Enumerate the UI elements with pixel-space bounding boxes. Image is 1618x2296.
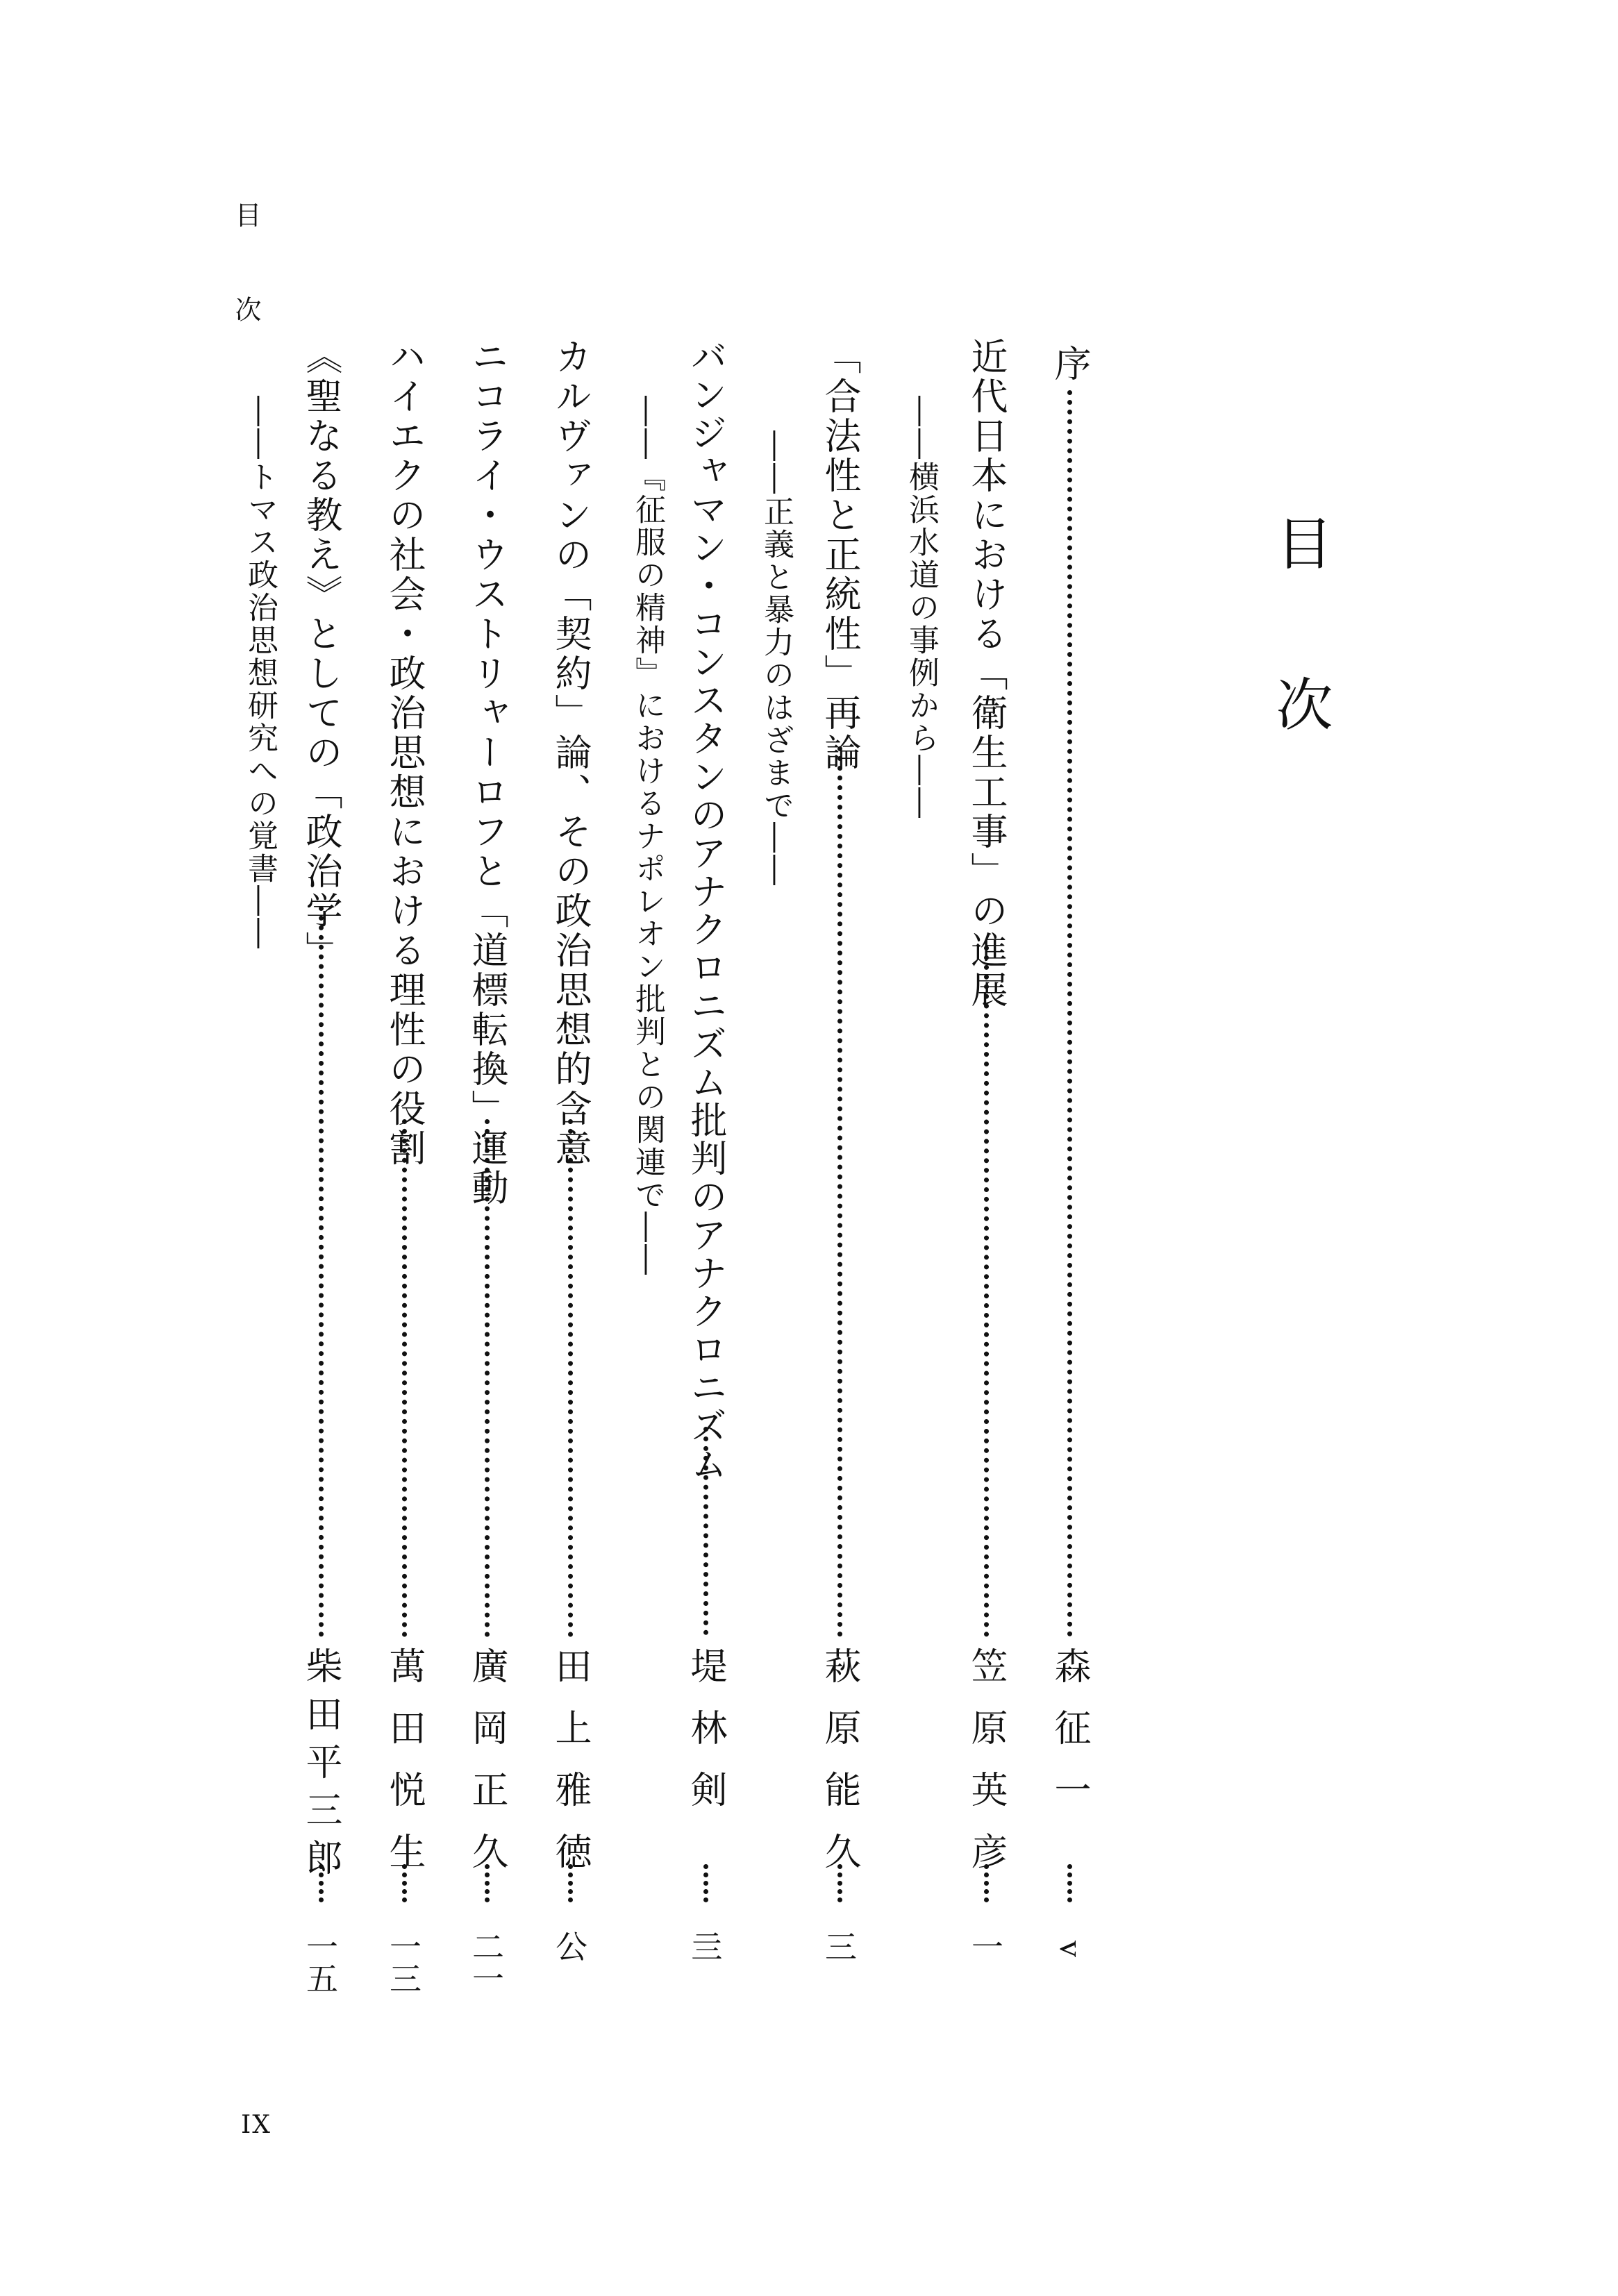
page-title: 目次 (1267, 514, 1333, 836)
entry-page[interactable]: 二一 (467, 1930, 505, 1994)
entry-author: 萬田悦生 (383, 1647, 426, 1894)
dot-leader (837, 1864, 842, 1902)
page-folio: IX (241, 2111, 272, 2139)
dot-leader (402, 1119, 407, 1637)
entry-page[interactable]: 亖 (686, 1930, 724, 1962)
entry-page[interactable]: v (1053, 1941, 1090, 1957)
entry-title[interactable]: 「合法性と正統性」再論 (819, 337, 861, 773)
entry-author: 柴田平三郎 (300, 1647, 342, 1886)
dot-leader (568, 1864, 573, 1902)
entry-page[interactable]: 公 (551, 1930, 588, 1962)
dot-leader (703, 1864, 708, 1902)
entry-title[interactable]: カルヴァンの「契約」論、その政治思想的含意 (549, 337, 592, 1168)
dot-leader (319, 1864, 324, 1902)
entry-author: 萩原能久 (819, 1647, 861, 1894)
entry-subtitle: ――『征服の精神』におけるナポレオン批判との関連で―― (630, 396, 665, 1277)
entry-subtitle: ――横浜水道の事例から―― (903, 396, 939, 820)
entry-subtitle: ――トマス政治思想研究への覚書―― (242, 396, 278, 950)
entry-author: 田上雅徳 (549, 1647, 592, 1894)
dot-leader (402, 1864, 407, 1902)
entry-author: 森征一 (1049, 1647, 1091, 1832)
entry-title[interactable]: ハイエクの社会・政治思想における理性の役割 (383, 337, 426, 1168)
dot-leader (1067, 390, 1072, 1637)
entry-title[interactable]: 序 (1049, 344, 1091, 384)
running-head: 目次 (231, 201, 261, 390)
dot-leader (485, 1119, 490, 1637)
entry-title[interactable]: 近代日本における「衛生工事」の進展 (965, 337, 1008, 1010)
entry-page[interactable]: 三 (820, 1930, 858, 1962)
entry-page[interactable]: 一 (967, 1930, 1004, 1962)
dot-leader (319, 906, 324, 1637)
entry-author: 廣岡正久 (466, 1647, 508, 1894)
dot-leader (984, 1864, 989, 1902)
entry-title[interactable]: バンジャマン・コンスタンのアナクロニズム批判のアナクロニズム (685, 337, 727, 1483)
dot-leader (485, 1864, 490, 1902)
dot-leader (568, 1119, 573, 1637)
dot-leader (837, 746, 842, 1637)
dot-leader (703, 1427, 708, 1635)
entry-subtitle: ――正義と暴力のはざまで―― (758, 430, 794, 887)
entry-title[interactable]: ニコライ・ウストリャーロフと「道標転換」運動 (466, 337, 508, 1208)
entry-page[interactable]: 一五 (301, 1930, 339, 1994)
dot-leader (984, 946, 989, 1637)
entry-title[interactable]: 《聖なる教え》としての「政治学」 (300, 337, 342, 971)
dot-leader (1067, 1864, 1072, 1902)
entry-author: 堤林剣 (685, 1647, 727, 1832)
entry-page[interactable]: 一三 (385, 1930, 422, 1994)
entry-author: 笠原英彦 (965, 1647, 1008, 1894)
